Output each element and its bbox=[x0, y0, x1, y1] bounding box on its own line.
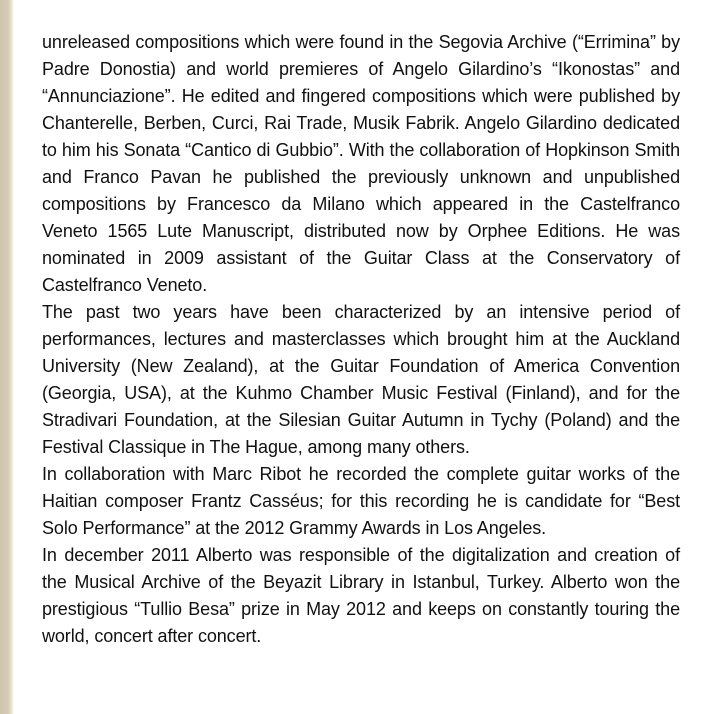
page-binding-edge bbox=[0, 0, 14, 714]
paragraph-compositions-editions: unreleased compositions which were found in the Segovia Archive (“Errimina” by Padre Donostia) and world premieres of Angelo Gilardino’s “Ikonostas” and “Annunciazione”. He edited and fingered compositions which were published by Chanterelle, Berben, Curci, Rai Trade, Musik Fabrik. Angelo Gilardino dedicated to him his Sonata “Cantico di Gubbio”. With the collaboration of Hopkinson Smith and Franco Pavan he published the previously unknown and unpublished compositions by Francesco da Milano which appeared in the Castelfranco Veneto 1565 Lute Manuscript, distributed now by Orphee Editions. He was nominated in 2009 assistant of the Guitar Class at the Conservatory of Castelfranco Veneto. bbox=[42, 32, 680, 295]
biography-text bbox=[42, 29, 680, 650]
paragraph-performances: The past two years have been characterized by an intensive period of performances, lectures and masterclasses which brought him at the Auckland University (New Zealand), at the Guitar Foundation of America Convention (Georgia, USA), at the Kuhmo Chamber Music Festival (Finland), and for the Stradivari Foundation, at the Silesian Guitar Autumn in Tychy (Poland) and the Festival Classique in The Hague, among many others. bbox=[42, 302, 680, 457]
paragraph-archive: In december 2011 Alberto was responsible of the digitalization and creation of the Musical Archive of the Beyazit Library in Istanbul, Turkey. Alberto won the prestigious “Tullio Besa” prize in May 2012 and keeps on constantly touring the world, concert after concert. bbox=[42, 545, 680, 646]
paragraph-recording: In collaboration with Marc Ribot he recorded the complete guitar works of the Haitian composer Frantz Casséus; for this recording he is candidate for “Best Solo Performance” at the 2012 Grammy Awards in Los Angeles. bbox=[42, 464, 680, 538]
